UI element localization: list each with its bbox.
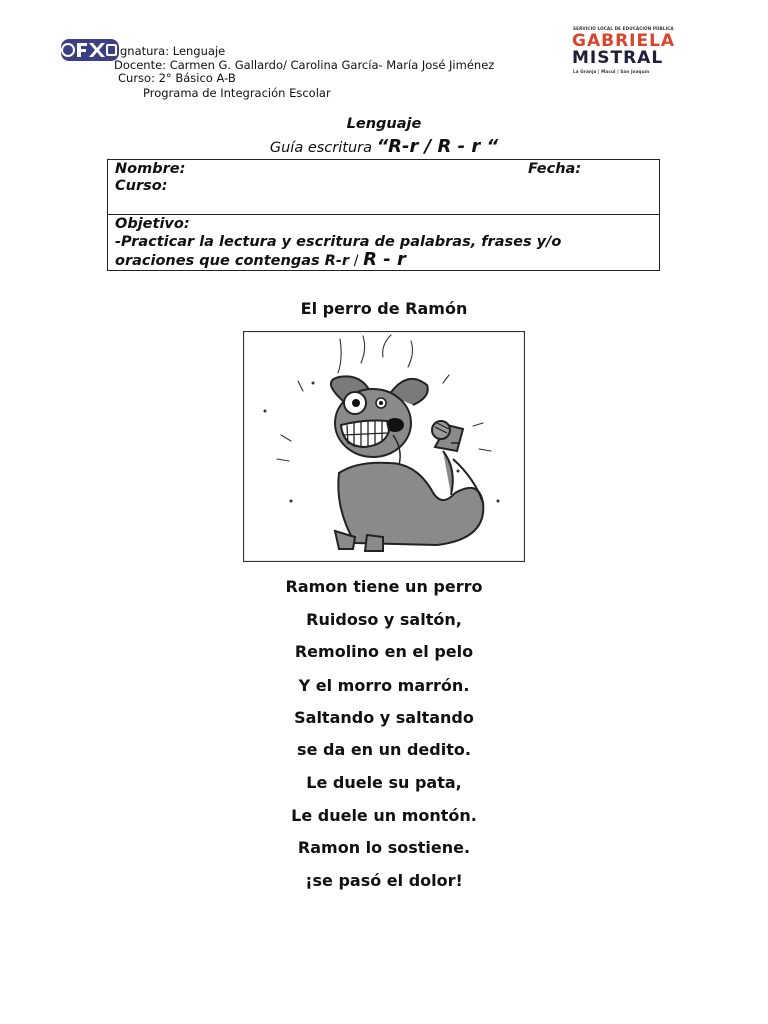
logo-word-mistral: MISTRAL — [572, 48, 664, 68]
gabriela-mistral-logo — [572, 26, 684, 78]
objective-line-1: -Practicar la lectura y escritura de palabras, frases y/o — [115, 234, 562, 250]
subject-line: gnatura: Lenguaje — [120, 44, 226, 58]
objective-line-2-text: oraciones que contengas R-r — [115, 253, 349, 269]
poem-line: Ramon lo sostiene. — [297, 838, 471, 857]
name-label: Nombre: — [115, 161, 186, 177]
course-line: Curso: 2° Básico A-B — [118, 71, 236, 85]
objective-label: Objetivo: — [115, 216, 190, 232]
poem-line: Ruidoso y saltón, — [306, 610, 462, 629]
logo-word-gabriela-text: GABRIELA — [572, 31, 676, 51]
student-info-box — [107, 159, 660, 271]
poem-line: Saltando y saltando — [294, 708, 474, 727]
poem-line: Y el morro marrón. — [298, 676, 470, 695]
objective-line-2 — [115, 251, 406, 270]
story-title: El perro de Ramón — [300, 299, 468, 318]
school-logo — [60, 37, 122, 63]
logo-communes-text: La Granja | Macul | San Joaquín — [573, 69, 650, 74]
objective-separator: / — [349, 253, 364, 269]
guide-title-letters: “R-r / R - r “ — [376, 136, 499, 157]
guide-title-prefix: Guía escritura — [269, 140, 377, 156]
poem-line: se da en un dedito. — [297, 740, 471, 759]
program-line: Programa de Integración Escolar — [143, 86, 331, 100]
poem-line: Le duele un montón. — [291, 806, 477, 825]
poem-line: Le duele su pata, — [306, 773, 462, 792]
subject-title: Lenguaje — [346, 116, 422, 132]
logo-service-text: SERVICIO LOCAL DE EDUCACIÓN PÚBLICA — [573, 26, 674, 31]
guide-title — [0, 136, 768, 157]
poem-line: ¡se pasó el dolor! — [305, 871, 463, 890]
date-label: Fecha: — [528, 161, 582, 177]
course-label: Curso: — [115, 178, 168, 194]
student-info-row — [108, 160, 659, 215]
dog-illustration — [243, 331, 525, 562]
teachers-line: Docente: Carmen G. Gallardo/ Carolina García- María José Jiménez — [114, 58, 495, 72]
poem-line: Ramon tiene un perro — [285, 577, 483, 596]
poem-line: Remolino en el pelo — [294, 642, 474, 661]
objective-letters: R - r — [363, 249, 406, 270]
